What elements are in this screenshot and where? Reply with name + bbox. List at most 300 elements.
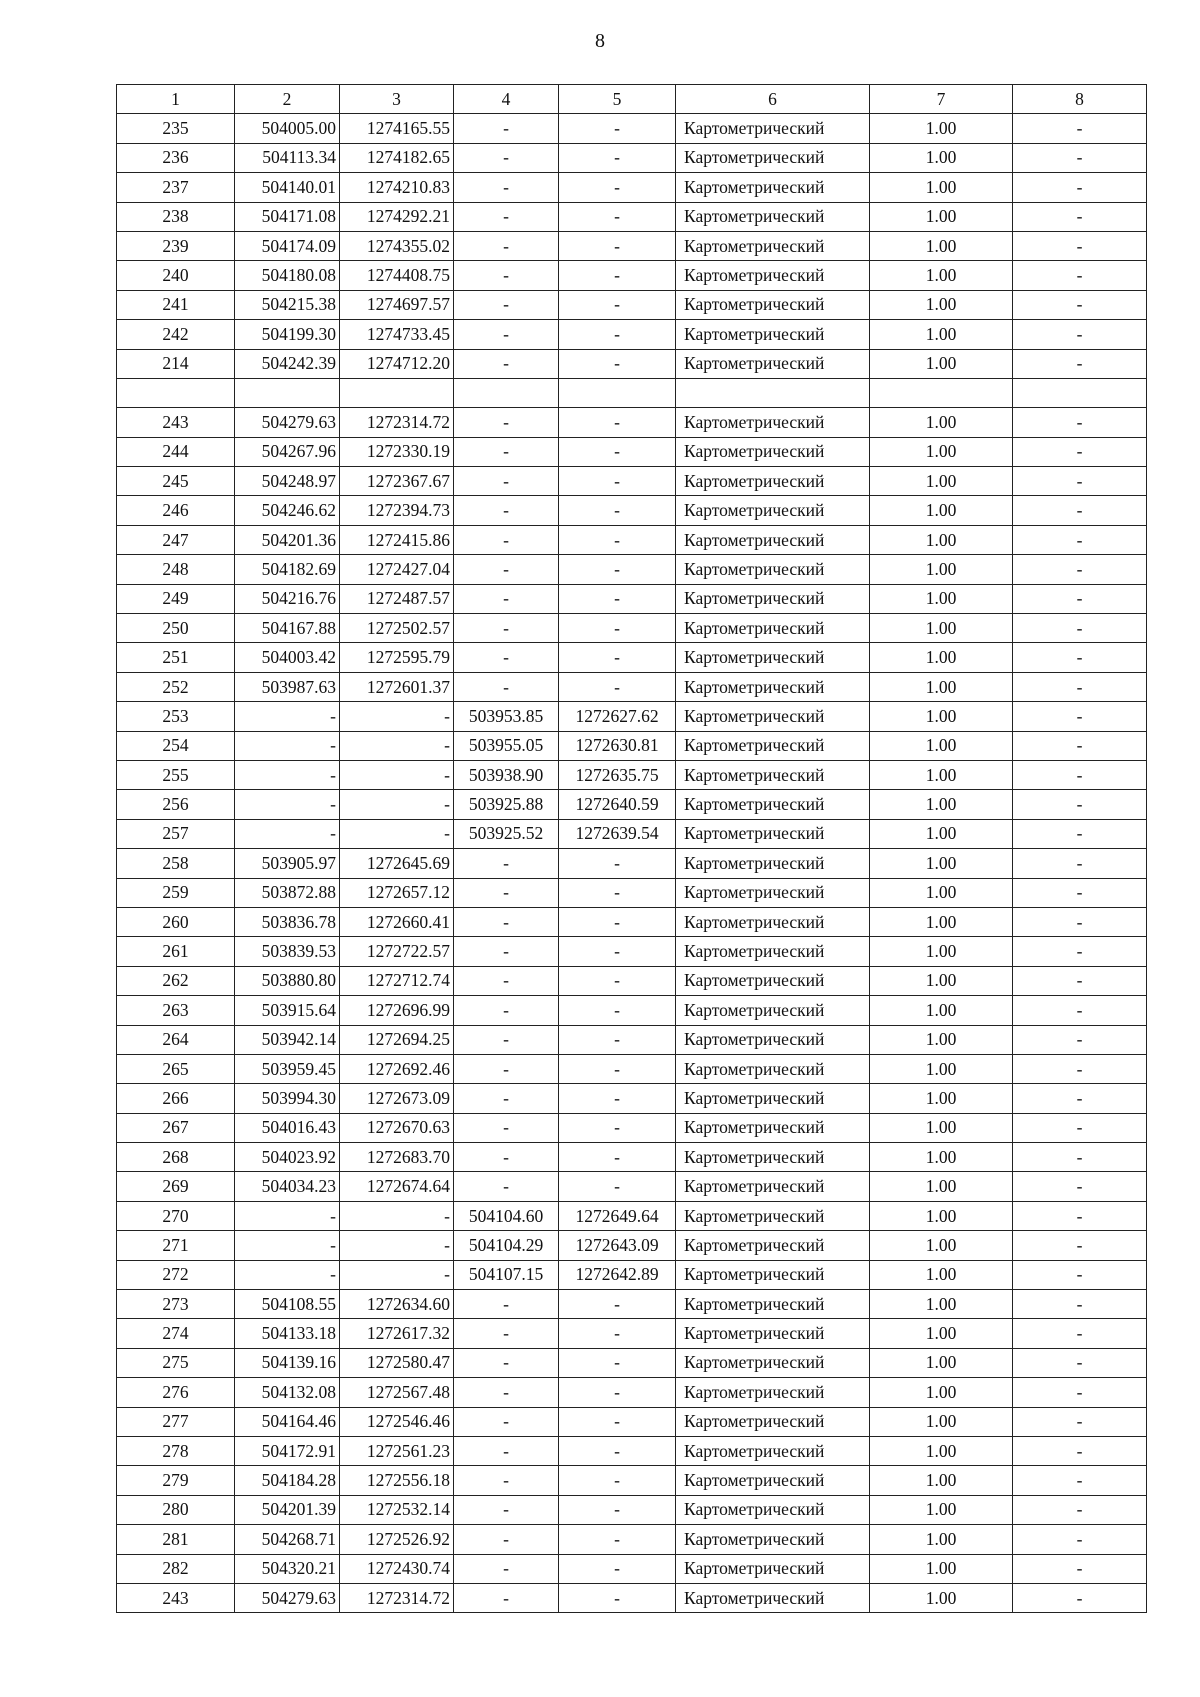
point-number-cell: 275 <box>117 1348 235 1377</box>
note-cell: - <box>1013 114 1147 143</box>
y-coord-cell: 1274182.65 <box>340 143 454 172</box>
y-coord-alt-cell: - <box>559 966 676 995</box>
x-coord-alt-cell: - <box>454 1495 559 1524</box>
method-cell: Картометрический <box>676 849 870 878</box>
y-coord-cell: 1272367.67 <box>340 467 454 496</box>
x-coord-alt-cell: - <box>454 966 559 995</box>
y-coord-alt-cell: - <box>559 496 676 525</box>
table-row <box>117 1525 1147 1554</box>
table-row <box>117 731 1147 760</box>
table-row <box>117 525 1147 554</box>
note-cell: - <box>1013 966 1147 995</box>
y-coord-cell: 1272673.09 <box>340 1084 454 1113</box>
accuracy-cell: 1.00 <box>870 760 1013 789</box>
x-coord-cell <box>235 378 340 407</box>
point-number-cell: 265 <box>117 1054 235 1083</box>
y-coord-alt-cell <box>559 378 676 407</box>
accuracy-cell: 1.00 <box>870 996 1013 1025</box>
y-coord-alt-cell: 1272627.62 <box>559 702 676 731</box>
y-coord-cell: 1272683.70 <box>340 1143 454 1172</box>
x-coord-alt-cell: - <box>454 996 559 1025</box>
y-coord-alt-cell: - <box>559 584 676 613</box>
x-coord-alt-cell: 504104.29 <box>454 1231 559 1260</box>
note-cell: - <box>1013 1495 1147 1524</box>
page-number: 8 <box>595 30 605 52</box>
y-coord-cell: 1272556.18 <box>340 1466 454 1495</box>
point-number-cell: 279 <box>117 1466 235 1495</box>
y-coord-alt-cell: - <box>559 1172 676 1201</box>
y-coord-alt-cell: - <box>559 643 676 672</box>
table-header-row <box>117 85 1147 114</box>
table-row <box>117 1084 1147 1113</box>
x-coord-alt-cell: - <box>454 1084 559 1113</box>
y-coord-alt-cell: - <box>559 261 676 290</box>
table-row <box>117 937 1147 966</box>
x-coord-alt-cell: 503938.90 <box>454 760 559 789</box>
x-coord-cell: 504267.96 <box>235 437 340 466</box>
accuracy-cell: 1.00 <box>870 731 1013 760</box>
point-number-cell: 247 <box>117 525 235 554</box>
x-coord-cell: 503915.64 <box>235 996 340 1025</box>
x-coord-cell: - <box>235 1201 340 1230</box>
y-coord-cell: 1272532.14 <box>340 1495 454 1524</box>
y-coord-alt-cell: - <box>559 937 676 966</box>
point-number-cell: 238 <box>117 202 235 231</box>
point-number-cell: 246 <box>117 496 235 525</box>
note-cell: - <box>1013 584 1147 613</box>
y-coord-cell: 1272617.32 <box>340 1319 454 1348</box>
y-coord-alt-cell: 1272635.75 <box>559 760 676 789</box>
accuracy-cell: 1.00 <box>870 261 1013 290</box>
y-coord-alt-cell: - <box>559 1583 676 1612</box>
note-cell: - <box>1013 1290 1147 1319</box>
note-cell: - <box>1013 173 1147 202</box>
table-row <box>117 878 1147 907</box>
note-cell: - <box>1013 1113 1147 1142</box>
table-row <box>117 760 1147 789</box>
accuracy-cell: 1.00 <box>870 290 1013 319</box>
note-cell: - <box>1013 1436 1147 1465</box>
x-coord-cell: 504139.16 <box>235 1348 340 1377</box>
x-coord-alt-cell: - <box>454 614 559 643</box>
method-cell: Картометрический <box>676 760 870 789</box>
method-cell <box>676 378 870 407</box>
x-coord-cell: 504016.43 <box>235 1113 340 1142</box>
accuracy-cell: 1.00 <box>870 966 1013 995</box>
point-number-cell: 254 <box>117 731 235 760</box>
note-cell: - <box>1013 731 1147 760</box>
x-coord-alt-cell: - <box>454 1172 559 1201</box>
method-cell: Картометрический <box>676 496 870 525</box>
y-coord-cell: 1272314.72 <box>340 408 454 437</box>
point-number-cell: 257 <box>117 819 235 848</box>
column-header: 8 <box>1013 85 1147 114</box>
x-coord-cell: 504113.34 <box>235 143 340 172</box>
point-number-cell: 274 <box>117 1319 235 1348</box>
table-row <box>117 1583 1147 1612</box>
accuracy-cell: 1.00 <box>870 231 1013 260</box>
method-cell: Картометрический <box>676 1554 870 1583</box>
y-coord-alt-cell: - <box>559 202 676 231</box>
y-coord-cell: 1274355.02 <box>340 231 454 260</box>
table-row <box>117 114 1147 143</box>
method-cell: Картометрический <box>676 1495 870 1524</box>
y-coord-cell: 1274733.45 <box>340 320 454 349</box>
note-cell: - <box>1013 1260 1147 1289</box>
table-row <box>117 643 1147 672</box>
point-number-cell: 263 <box>117 996 235 1025</box>
accuracy-cell: 1.00 <box>870 1260 1013 1289</box>
x-coord-cell: 504167.88 <box>235 614 340 643</box>
x-coord-alt-cell: - <box>454 496 559 525</box>
table-row <box>117 1172 1147 1201</box>
note-cell: - <box>1013 1143 1147 1172</box>
accuracy-cell: 1.00 <box>870 1466 1013 1495</box>
x-coord-cell: 504184.28 <box>235 1466 340 1495</box>
note-cell: - <box>1013 996 1147 1025</box>
table-row <box>117 496 1147 525</box>
point-number-cell: 282 <box>117 1554 235 1583</box>
method-cell: Картометрический <box>676 290 870 319</box>
point-number-cell: 252 <box>117 672 235 701</box>
accuracy-cell: 1.00 <box>870 1231 1013 1260</box>
y-coord-cell: 1272634.60 <box>340 1290 454 1319</box>
column-header: 3 <box>340 85 454 114</box>
x-coord-alt-cell: - <box>454 261 559 290</box>
accuracy-cell: 1.00 <box>870 467 1013 496</box>
note-cell: - <box>1013 437 1147 466</box>
note-cell: - <box>1013 261 1147 290</box>
x-coord-alt-cell: - <box>454 584 559 613</box>
y-coord-alt-cell: - <box>559 996 676 1025</box>
x-coord-cell: 503942.14 <box>235 1025 340 1054</box>
method-cell: Картометрический <box>676 1054 870 1083</box>
method-cell: Картометрический <box>676 231 870 260</box>
x-coord-cell: 503959.45 <box>235 1054 340 1083</box>
x-coord-alt-cell: - <box>454 1525 559 1554</box>
x-coord-cell: 504133.18 <box>235 1319 340 1348</box>
y-coord-alt-cell: - <box>559 1143 676 1172</box>
x-coord-alt-cell: - <box>454 143 559 172</box>
accuracy-cell: 1.00 <box>870 408 1013 437</box>
y-coord-alt-cell: - <box>559 878 676 907</box>
accuracy-cell: 1.00 <box>870 1525 1013 1554</box>
y-coord-alt-cell: - <box>559 1290 676 1319</box>
column-header: 1 <box>117 85 235 114</box>
note-cell: - <box>1013 937 1147 966</box>
x-coord-alt-cell: - <box>454 349 559 378</box>
method-cell: Картометрический <box>676 1436 870 1465</box>
x-coord-alt-cell: - <box>454 1554 559 1583</box>
x-coord-alt-cell: - <box>454 290 559 319</box>
note-cell: - <box>1013 1319 1147 1348</box>
x-coord-alt-cell: 503925.52 <box>454 819 559 848</box>
accuracy-cell: 1.00 <box>870 584 1013 613</box>
y-coord-alt-cell: - <box>559 849 676 878</box>
table-row <box>117 849 1147 878</box>
x-coord-cell: - <box>235 819 340 848</box>
method-cell: Картометрический <box>676 966 870 995</box>
point-number-cell: 280 <box>117 1495 235 1524</box>
table-row <box>117 672 1147 701</box>
method-cell: Картометрический <box>676 907 870 936</box>
note-cell: - <box>1013 1172 1147 1201</box>
note-cell: - <box>1013 614 1147 643</box>
table-row <box>117 790 1147 819</box>
x-coord-alt-cell: - <box>454 467 559 496</box>
y-coord-alt-cell: - <box>559 555 676 584</box>
table-row <box>117 261 1147 290</box>
table-row <box>117 819 1147 848</box>
accuracy-cell: 1.00 <box>870 702 1013 731</box>
point-number-cell: 244 <box>117 437 235 466</box>
point-number-cell: 267 <box>117 1113 235 1142</box>
method-cell: Картометрический <box>676 555 870 584</box>
point-number-cell <box>117 378 235 407</box>
note-cell: - <box>1013 1525 1147 1554</box>
y-coord-alt-cell: - <box>559 1054 676 1083</box>
x-coord-alt-cell: - <box>454 555 559 584</box>
method-cell: Картометрический <box>676 731 870 760</box>
x-coord-alt-cell: 503953.85 <box>454 702 559 731</box>
accuracy-cell: 1.00 <box>870 1378 1013 1407</box>
y-coord-alt-cell: - <box>559 467 676 496</box>
note-cell: - <box>1013 1554 1147 1583</box>
point-number-cell: 237 <box>117 173 235 202</box>
point-number-cell: 214 <box>117 349 235 378</box>
y-coord-cell: 1272430.74 <box>340 1554 454 1583</box>
table-row <box>117 1378 1147 1407</box>
point-number-cell: 245 <box>117 467 235 496</box>
table-row <box>117 1231 1147 1260</box>
point-number-cell: 251 <box>117 643 235 672</box>
accuracy-cell: 1.00 <box>870 114 1013 143</box>
x-coord-cell: 504215.38 <box>235 290 340 319</box>
note-cell: - <box>1013 790 1147 819</box>
y-coord-alt-cell: - <box>559 1436 676 1465</box>
method-cell: Картометрический <box>676 437 870 466</box>
y-coord-alt-cell: - <box>559 1466 676 1495</box>
method-cell: Картометрический <box>676 1319 870 1348</box>
table-row <box>117 1348 1147 1377</box>
x-coord-cell: 503839.53 <box>235 937 340 966</box>
accuracy-cell <box>870 378 1013 407</box>
y-coord-cell: 1272692.46 <box>340 1054 454 1083</box>
table-row <box>117 378 1147 407</box>
x-coord-cell: 503880.80 <box>235 966 340 995</box>
table-row <box>117 143 1147 172</box>
method-cell: Картометрический <box>676 349 870 378</box>
table-row <box>117 1495 1147 1524</box>
x-coord-alt-cell: - <box>454 1113 559 1142</box>
point-number-cell: 268 <box>117 1143 235 1172</box>
point-number-cell: 271 <box>117 1231 235 1260</box>
x-coord-cell: - <box>235 731 340 760</box>
x-coord-cell: 503994.30 <box>235 1084 340 1113</box>
accuracy-cell: 1.00 <box>870 907 1013 936</box>
y-coord-alt-cell: - <box>559 907 676 936</box>
accuracy-cell: 1.00 <box>870 672 1013 701</box>
x-coord-cell: 504320.21 <box>235 1554 340 1583</box>
x-coord-alt-cell: - <box>454 937 559 966</box>
x-coord-cell: 503836.78 <box>235 907 340 936</box>
column-header: 7 <box>870 85 1013 114</box>
x-coord-alt-cell <box>454 378 559 407</box>
x-coord-cell: 504216.76 <box>235 584 340 613</box>
y-coord-alt-cell: - <box>559 1319 676 1348</box>
table-row <box>117 584 1147 613</box>
point-number-cell: 261 <box>117 937 235 966</box>
method-cell: Картометрический <box>676 1466 870 1495</box>
y-coord-cell: 1274292.21 <box>340 202 454 231</box>
accuracy-cell: 1.00 <box>870 1495 1013 1524</box>
table-row <box>117 555 1147 584</box>
y-coord-cell: 1272314.72 <box>340 1583 454 1612</box>
accuracy-cell: 1.00 <box>870 555 1013 584</box>
point-number-cell: 278 <box>117 1436 235 1465</box>
accuracy-cell: 1.00 <box>870 1054 1013 1083</box>
point-number-cell: 249 <box>117 584 235 613</box>
table-row <box>117 320 1147 349</box>
point-number-cell: 253 <box>117 702 235 731</box>
method-cell: Картометрический <box>676 202 870 231</box>
table-row <box>117 1201 1147 1230</box>
x-coord-alt-cell: - <box>454 1348 559 1377</box>
accuracy-cell: 1.00 <box>870 849 1013 878</box>
accuracy-cell: 1.00 <box>870 1143 1013 1172</box>
x-coord-cell: 504246.62 <box>235 496 340 525</box>
y-coord-cell: - <box>340 702 454 731</box>
point-number-cell: 243 <box>117 408 235 437</box>
x-coord-alt-cell: - <box>454 320 559 349</box>
method-cell: Картометрический <box>676 1025 870 1054</box>
point-number-cell: 248 <box>117 555 235 584</box>
y-coord-alt-cell: 1272642.89 <box>559 1260 676 1289</box>
method-cell: Картометрический <box>676 1231 870 1260</box>
note-cell: - <box>1013 496 1147 525</box>
x-coord-cell: 504003.42 <box>235 643 340 672</box>
accuracy-cell: 1.00 <box>870 614 1013 643</box>
y-coord-alt-cell: - <box>559 614 676 643</box>
point-number-cell: 243 <box>117 1583 235 1612</box>
note-cell: - <box>1013 1378 1147 1407</box>
x-coord-cell: 503872.88 <box>235 878 340 907</box>
table-row <box>117 1554 1147 1583</box>
y-coord-cell: 1272427.04 <box>340 555 454 584</box>
y-coord-alt-cell: - <box>559 290 676 319</box>
point-number-cell: 266 <box>117 1084 235 1113</box>
y-coord-alt-cell: - <box>559 437 676 466</box>
note-cell: - <box>1013 643 1147 672</box>
y-coord-cell: - <box>340 731 454 760</box>
method-cell: Картометрический <box>676 525 870 554</box>
y-coord-cell: 1274697.57 <box>340 290 454 319</box>
note-cell: - <box>1013 1201 1147 1230</box>
note-cell: - <box>1013 467 1147 496</box>
accuracy-cell: 1.00 <box>870 320 1013 349</box>
point-number-cell: 236 <box>117 143 235 172</box>
point-number-cell: 250 <box>117 614 235 643</box>
note-cell: - <box>1013 408 1147 437</box>
accuracy-cell: 1.00 <box>870 1319 1013 1348</box>
y-coord-cell: 1272580.47 <box>340 1348 454 1377</box>
method-cell: Картометрический <box>676 1172 870 1201</box>
y-coord-alt-cell: 1272630.81 <box>559 731 676 760</box>
y-coord-cell: 1272487.57 <box>340 584 454 613</box>
x-coord-cell: 504180.08 <box>235 261 340 290</box>
note-cell: - <box>1013 349 1147 378</box>
y-coord-cell: 1272546.46 <box>340 1407 454 1436</box>
note-cell: - <box>1013 143 1147 172</box>
accuracy-cell: 1.00 <box>870 643 1013 672</box>
note-cell: - <box>1013 819 1147 848</box>
point-number-cell: 256 <box>117 790 235 819</box>
accuracy-cell: 1.00 <box>870 1407 1013 1436</box>
table-row <box>117 349 1147 378</box>
y-coord-cell: 1272415.86 <box>340 525 454 554</box>
point-number-cell: 269 <box>117 1172 235 1201</box>
y-coord-cell: 1272595.79 <box>340 643 454 672</box>
x-coord-alt-cell: - <box>454 114 559 143</box>
x-coord-alt-cell: - <box>454 849 559 878</box>
method-cell: Картометрический <box>676 1525 870 1554</box>
note-cell: - <box>1013 1407 1147 1436</box>
table-row <box>117 290 1147 319</box>
x-coord-alt-cell: - <box>454 907 559 936</box>
y-coord-cell: 1274712.20 <box>340 349 454 378</box>
method-cell: Картометрический <box>676 702 870 731</box>
x-coord-cell: 504171.08 <box>235 202 340 231</box>
coordinates-table <box>116 84 1147 1613</box>
x-coord-alt-cell: - <box>454 1436 559 1465</box>
x-coord-alt-cell: 503925.88 <box>454 790 559 819</box>
point-number-cell: 260 <box>117 907 235 936</box>
note-cell: - <box>1013 525 1147 554</box>
point-number-cell: 277 <box>117 1407 235 1436</box>
accuracy-cell: 1.00 <box>870 1025 1013 1054</box>
x-coord-cell: 504005.00 <box>235 114 340 143</box>
table-row <box>117 996 1147 1025</box>
x-coord-alt-cell: - <box>454 1290 559 1319</box>
point-number-cell: 273 <box>117 1290 235 1319</box>
y-coord-cell: 1272567.48 <box>340 1378 454 1407</box>
table-row <box>117 702 1147 731</box>
table-row <box>117 1436 1147 1465</box>
note-cell: - <box>1013 672 1147 701</box>
y-coord-alt-cell: - <box>559 672 676 701</box>
method-cell: Картометрический <box>676 114 870 143</box>
point-number-cell: 270 <box>117 1201 235 1230</box>
accuracy-cell: 1.00 <box>870 496 1013 525</box>
table-row <box>117 966 1147 995</box>
note-cell: - <box>1013 1231 1147 1260</box>
note-cell: - <box>1013 290 1147 319</box>
note-cell: - <box>1013 1025 1147 1054</box>
x-coord-alt-cell: 504104.60 <box>454 1201 559 1230</box>
y-coord-cell: 1272694.25 <box>340 1025 454 1054</box>
accuracy-cell: 1.00 <box>870 1348 1013 1377</box>
method-cell: Картометрический <box>676 261 870 290</box>
x-coord-cell: - <box>235 1231 340 1260</box>
y-coord-cell: - <box>340 1231 454 1260</box>
x-coord-cell: 504108.55 <box>235 1290 340 1319</box>
note-cell: - <box>1013 702 1147 731</box>
x-coord-alt-cell: - <box>454 672 559 701</box>
accuracy-cell: 1.00 <box>870 525 1013 554</box>
accuracy-cell: 1.00 <box>870 1201 1013 1230</box>
x-coord-cell: 504242.39 <box>235 349 340 378</box>
accuracy-cell: 1.00 <box>870 878 1013 907</box>
